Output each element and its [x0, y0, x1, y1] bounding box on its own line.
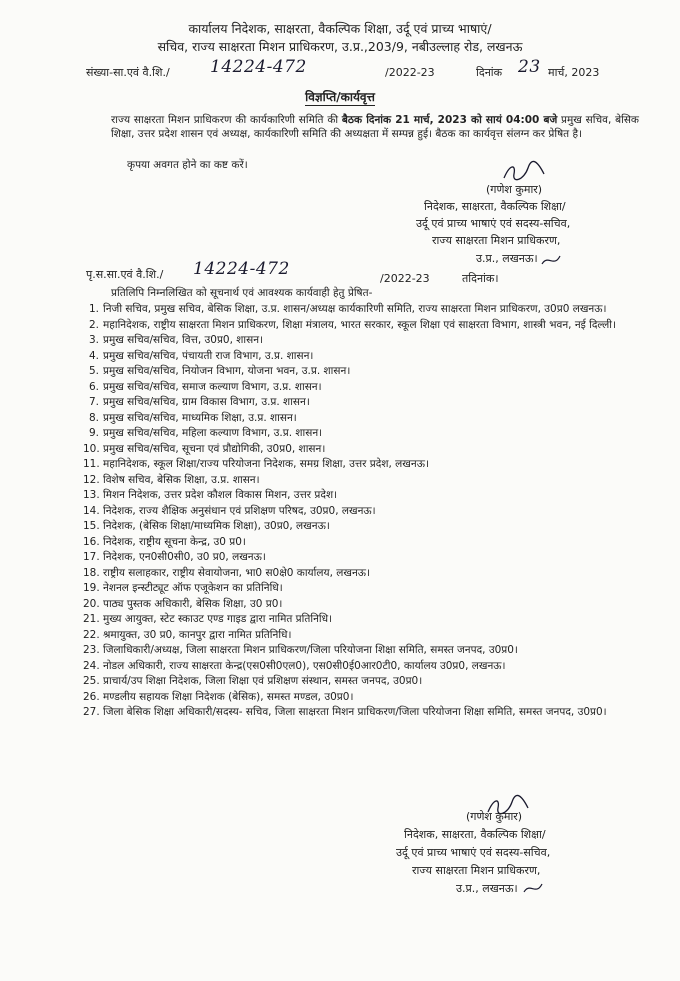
signature1-line1: निदेशक, साक्षरता, वैकल्पिक शिक्षा/: [424, 200, 566, 213]
reference-year: /2022-23: [385, 66, 435, 79]
signature-flourish-1: [540, 252, 562, 270]
signature1-line4: उ.प्र., लखनऊ।: [476, 252, 538, 265]
recipient-item: 6. प्रमुख सचिव/सचिव, समाज कल्याण विभाग, उ.प्र. शासन।: [88, 380, 322, 393]
recipient-item: 7. प्रमुख सचिव/सचिव, ग्राम विकास विभाग, उ.प्र. शासन।: [88, 396, 310, 408]
date-month-year: मार्च, 2023: [548, 66, 600, 79]
body-text-part2: प्रमुख सचिव, बेसिक शिक्षा, उत्तर प्रदेश शासन एवं अध्यक्ष, कार्यकारिणी समिति की अध्यक्षता में सम्पन्न हुई। बैठक का कार्यवृत्त संलग्न कर प्रेषित है।: [111, 114, 639, 140]
recipient-item: 26. मण्डलीय सहायक शिक्षा निदेशक (बेसिक), समस्त मण्डल, उ0प्र0।: [83, 690, 354, 703]
recipient-item: 17. निदेशक, एन0सी0सी0, उ0 प्र0, लखनऊ।: [83, 551, 266, 563]
recipient-item: 23. जिलाधिकारी/अध्यक्ष, जिला साक्षरता मिशन प्राधिकरण/जिला परियोजना शिक्षा समिति, समस्त जनपद, उ0प्र0।: [83, 644, 518, 656]
recipient-list: [83, 302, 643, 721]
copy-reference-date: तदिनांक।: [462, 272, 499, 285]
document-title-text: विज्ञप्ति/कार्यवृत्त: [305, 90, 375, 104]
recipient-item: 5. प्रमुख सचिव/सचिव, नियोजन विभाग, योजना भवन, उ.प्र. शासन।: [88, 365, 351, 377]
body-text-bold: बैठक दिनांक 21 मार्च, 2023 को सायं 04:00 बजे: [341, 114, 558, 126]
copy-reference-handwritten-number: 14224-472: [193, 259, 290, 279]
document-title: [0, 90, 680, 104]
recipient-item: 25. प्राचार्य/उप शिक्षा निदेशक, जिला शिक्षा एवं प्रशिक्षण संस्थान, समस्त जनपद, उ0प्र0।: [83, 675, 423, 687]
signature2-line4: उ.प्र., लखनऊ।: [456, 882, 518, 895]
copy-intro: प्रतिलिपि निम्नलिखित को सूचनार्थ एवं आवश्यक कार्यवाही हेतु प्रेषित-: [111, 287, 373, 299]
signature1-name: (गणेश कुमार): [486, 183, 543, 196]
recipient-item: 21. मुख्य आयुक्त, स्टेट स्काउट एण्ड गाइड द्वारा नामित प्रतिनिधि।: [83, 613, 333, 625]
body-request: कृपया अवगत होने का कष्ट करें।: [127, 159, 248, 171]
body-text-part1: राज्य साक्षरता मिशन प्राधिकरण की कार्यकारिणी समिति की: [111, 114, 342, 126]
recipient-item: 11. महानिदेशक, स्कूल शिक्षा/राज्य परियोजना निदेशक, समग्र शिक्षा, उत्तर प्रदेश, लखनऊ।: [83, 458, 429, 470]
recipient-item: 1. निजी सचिव, प्रमुख सचिव, बेसिक शिक्षा, उ.प्र. शासन/अध्यक्ष कार्यकारिणी समिति, राज्य साक्षरता मिशन प्राधिकरण, उ0प्र0 लखनऊ।: [88, 303, 607, 315]
reference-label: संख्या-सा.एवं वै.शि./: [86, 66, 170, 79]
recipient-item: 2. महानिदेशक, राष्ट्रीय साक्षरता मिशन प्राधिकरण, शिक्षा मंत्रालय, भारत सरकार, स्कूल शिक्षा एवं साक्षरता विभाग, शास्त्री भवन, नई दिल्ली।: [88, 318, 616, 331]
recipient-item: 22. श्रमायुक्त, उ0 प्र0, कानपुर द्वारा नामित प्रतिनिधि।: [83, 628, 292, 641]
signature-scribble-1: [500, 160, 550, 184]
office-header-line2: सचिव, राज्य साक्षरता मिशन प्राधिकरण, उ.प्र.,203/9, नबीउल्लाह रोड, लखनऊ: [157, 39, 523, 54]
recipient-item: 16. निदेशक, राष्ट्रीय सूचना केन्द्र, उ0 प्र0।: [83, 535, 246, 548]
signature2-name: (गणेश कुमार): [466, 810, 523, 823]
reference-handwritten-number: 14224-472: [210, 57, 307, 77]
recipient-item: 14. निदेशक, राज्य शैक्षिक अनुसंधान एवं प्रशिक्षण परिषद, उ0प्र0, लखनऊ।: [83, 504, 376, 517]
recipient-item: 19. नेशनल इन्स्टीट्यूट ऑफ एजूकेशन का प्रतिनिधि।: [83, 582, 283, 594]
date-label: दिनांक: [476, 66, 503, 79]
recipient-item: 3. प्रमुख सचिव/सचिव, वित्त, उ0प्र0, शासन।: [88, 334, 264, 346]
copy-reference-label: पृ.स.सा.एवं वै.शि./: [86, 268, 164, 281]
recipient-item: 12. विशेष सचिव, बेसिक शिक्षा, उ.प्र. शासन।: [83, 473, 260, 486]
recipient-item: 10. प्रमुख सचिव/सचिव, सूचना एवं प्रौद्योगिकी, उ0प्र0, शासन।: [83, 442, 326, 455]
recipient-item: 27. जिला बेसिक शिक्षा अधिकारी/सदस्य- सचिव, जिला साक्षरता मिशन प्राधिकरण/जिला परियोजना शिक्षा समिति, समस्त जनपद, उ0प्र0।: [83, 706, 607, 718]
copy-reference-year: /2022-23: [380, 272, 430, 285]
date-day-handwritten: 23: [518, 57, 541, 77]
recipient-item: 20. पाठ्य पुस्तक अधिकारी, बेसिक शिक्षा, उ0 प्र0।: [83, 597, 283, 610]
recipient-item: 18. राष्ट्रीय सलाहकार, राष्ट्रीय सेवायोजना, भा0 स0क्षे0 कार्यालय, लखनऊ।: [83, 566, 371, 579]
body-paragraph: [111, 113, 639, 141]
signature2-line2: उर्दू एवं प्राच्य भाषाएं एवं सदस्य-सचिव,: [396, 846, 551, 859]
recipient-item: 9. प्रमुख सचिव/सचिव, महिला कल्याण विभाग, उ.प्र. शासन।: [88, 427, 323, 439]
signature-flourish-2: [522, 880, 544, 898]
recipient-item: 15. निदेशक, (बेसिक शिक्षा/माध्यमिक शिक्षा), उ0प्र0, लखनऊ।: [83, 520, 330, 532]
signature2-line3: राज्य साक्षरता मिशन प्राधिकरण,: [412, 864, 541, 877]
recipient-item: 8. प्रमुख सचिव/सचिव, माध्यमिक शिक्षा, उ.प्र. शासन।: [88, 411, 297, 424]
office-header-line1: कार्यालय निदेशक, साक्षरता, वैकल्पिक शिक्षा, उर्दू एवं प्राच्य भाषाएं/: [188, 21, 492, 36]
signature2-line1: निदेशक, साक्षरता, वैकल्पिक शिक्षा/: [404, 828, 546, 841]
recipient-item: 4. प्रमुख सचिव/सचिव, पंचायती राज विभाग, उ.प्र. शासन।: [88, 349, 314, 362]
recipient-item: 13. मिशन निदेशक, उत्तर प्रदेश कौशल विकास मिशन, उत्तर प्रदेश।: [83, 489, 338, 501]
signature1-line3: राज्य साक्षरता मिशन प्राधिकरण,: [432, 234, 561, 247]
recipient-item: 24. नोडल अधिकारी, राज्य साक्षरता केन्द्र(एस0सी0एल0), एस0सी0ई0आर0टी0, कार्यालय उ0प्र0, लखनऊ।: [83, 659, 506, 672]
signature1-line2: उर्दू एवं प्राच्य भाषाएं एवं सदस्य-सचिव,: [416, 217, 571, 230]
